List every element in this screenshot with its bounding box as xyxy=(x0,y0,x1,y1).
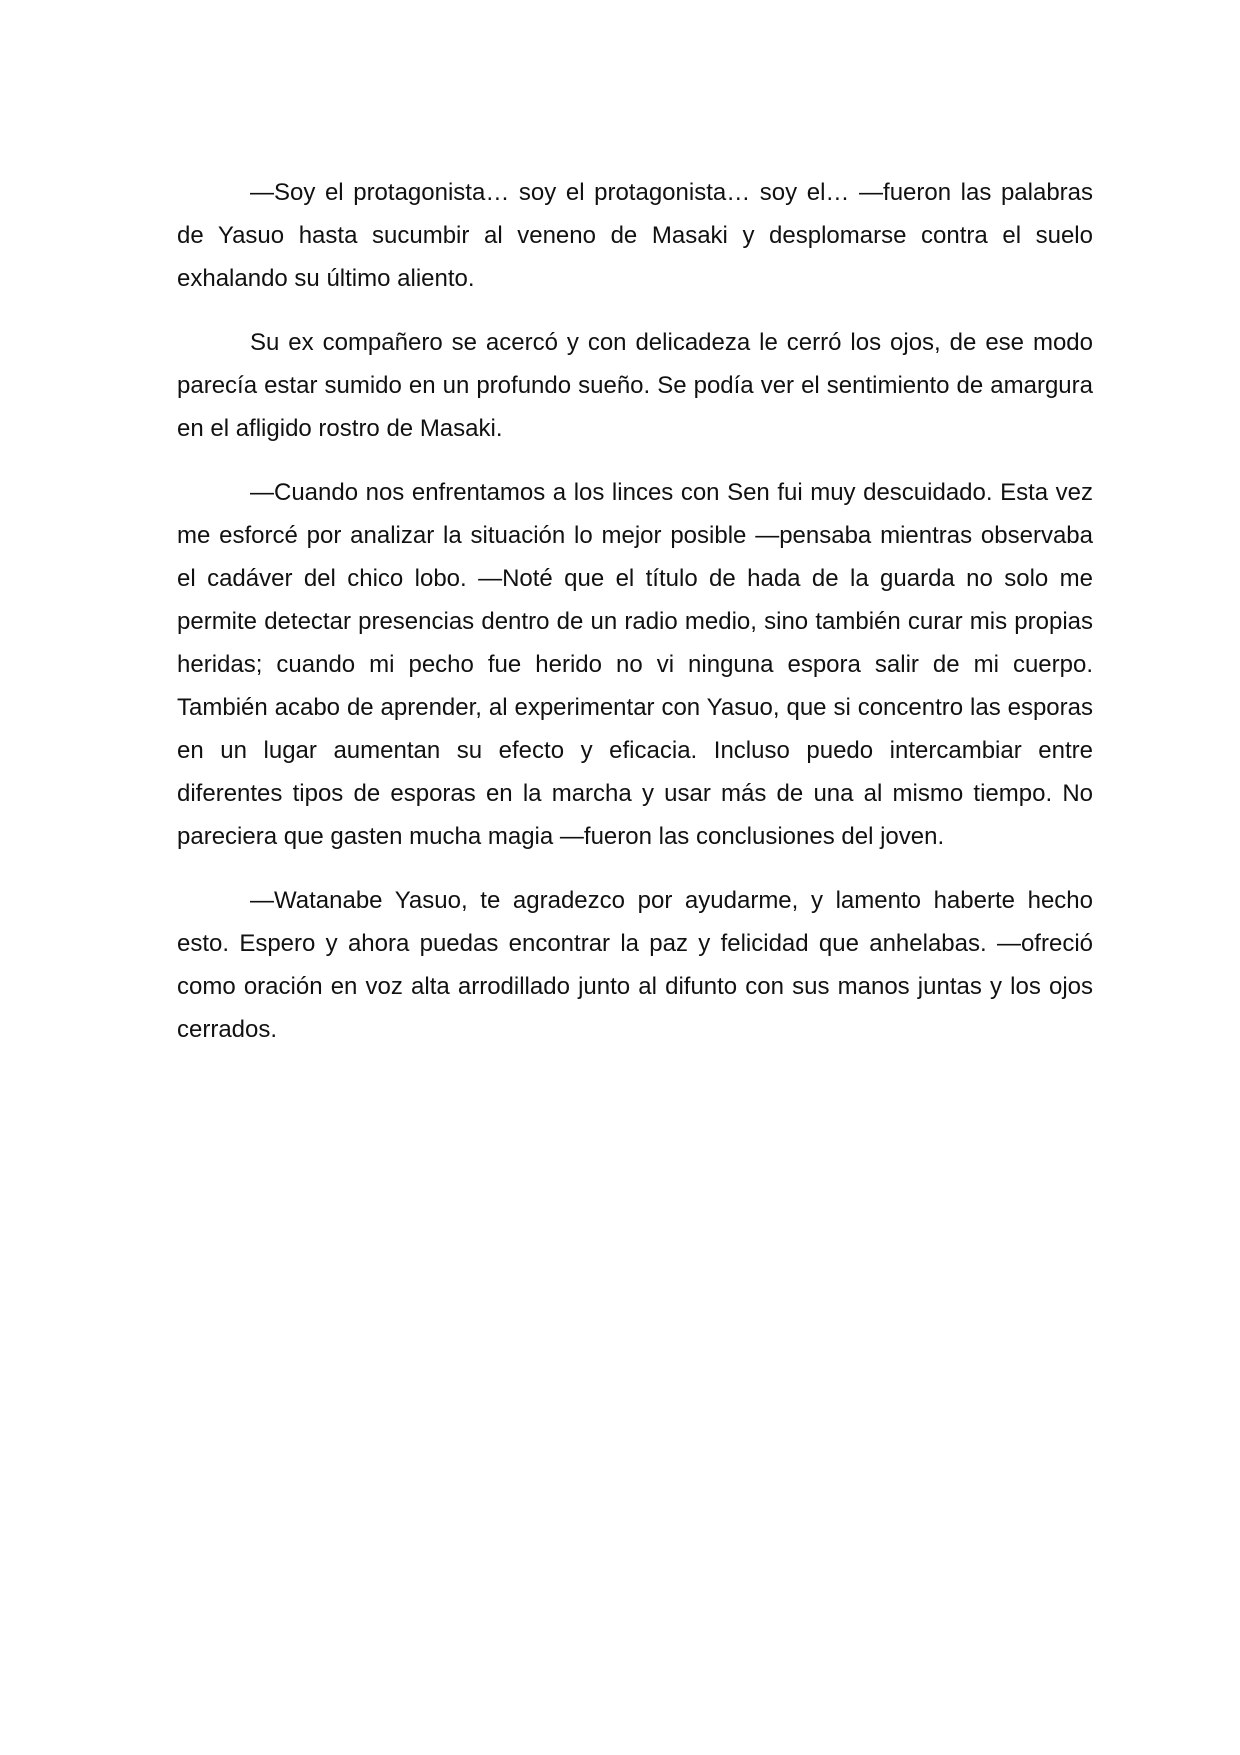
paragraph-3: —Cuando nos enfrentamos a los linces con Sen fui muy descuidado. Esta vez me esforcé por analizar la situación lo mejor posible —pensaba mientras observaba el cadáver del chico lobo. —Noté que el título de hada de la guarda no solo me permite detectar presencias dentro de un radio medio, sino también curar mis propias heridas; cuando mi pecho fue herido no vi ninguna espora salir de mi cuerpo. También acabo de aprender, al experimentar con Yasuo, que si concentro las esporas en un lugar aumentan su efecto y eficacia. Incluso puedo intercambiar entre diferentes tipos de esporas en la marcha y usar más de una al mismo tiempo. No pareciera que gasten mucha magia —fueron las conclusiones del joven. xyxy=(177,479,1093,850)
paragraph-2: Su ex compañero se acercó y con delicadeza le cerró los ojos, de ese modo parecía estar sumido en un profundo sueño. Se podía ver el sentimiento de amargura en el afligido rostro de Masaki. xyxy=(177,329,1093,442)
paragraph-4: —Watanabe Yasuo, te agradezco por ayudarme, y lamento haberte hecho esto. Espero y ahora puedas encontrar la paz y felicidad que anhelabas. —ofreció como oración en voz alta arrodillado junto al difunto con sus manos juntas y los ojos cerrados. xyxy=(177,887,1093,1043)
paragraph-1: —Soy el protagonista… soy el protagonista… soy el… —fueron las palabras de Yasuo hasta sucumbir al veneno de Masaki y desplomarse contra el suelo exhalando su último aliento. xyxy=(177,179,1093,292)
document-body xyxy=(177,171,1093,1072)
